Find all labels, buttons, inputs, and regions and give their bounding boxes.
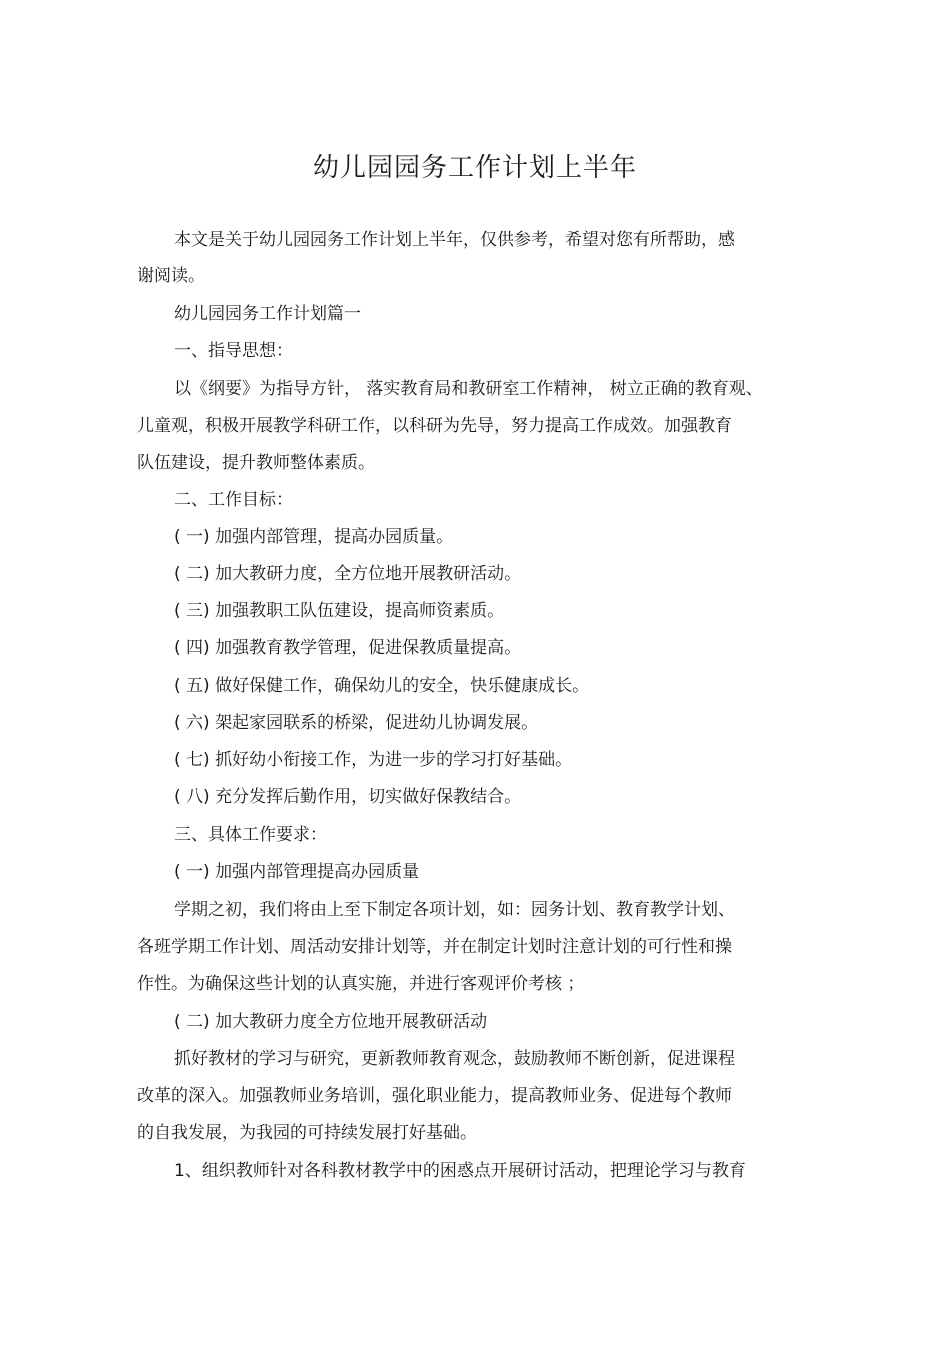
paragraph-line: 队伍建设，提升教师整体素质。: [137, 453, 375, 473]
list-item: ( 二) 加大教研力度，全方位地开展教研活动。: [174, 564, 522, 584]
list-item: ( 五) 做好保健工作，确保幼儿的安全，快乐健康成长。: [174, 676, 590, 696]
paragraph-line: 1、组织教师针对各科教材教学中的困惑点开展研讨活动，把理论学习与教育: [174, 1161, 746, 1181]
list-item: ( 六) 架起家园联系的桥梁，促进幼儿协调发展。: [174, 713, 539, 733]
paragraph-line: 谢阅读。: [137, 266, 205, 286]
paragraph-line: 的自我发展，为我园的可持续发展打好基础。: [137, 1123, 477, 1143]
paragraph-line: 各班学期工作计划、周活动安排计划等，并在制定计划时注意计划的可行性和操: [137, 937, 732, 957]
section-heading: 三、具体工作要求：: [174, 825, 327, 845]
paragraph-line: 抓好教材的学习与研究，更新教师教育观念，鼓励教师不断创新，促进课程: [174, 1049, 735, 1069]
paragraph-line: 改革的深入。加强教师业务培训，强化职业能力，提高教师业务、促进每个教师: [137, 1086, 732, 1106]
list-item: ( 一) 加强内部管理，提高办园质量。: [174, 527, 454, 547]
list-item: ( 三) 加强教职工队伍建设，提高师资素质。: [174, 601, 505, 621]
paragraph-line: 作性。为确保这些计划的认真实施，并进行客观评价考核 ；: [137, 974, 585, 994]
paragraph-line: 学期之初，我们将由上至下制定各项计划，如：园务计划、教育教学计划、: [174, 900, 735, 920]
list-item: ( 四) 加强教育教学管理，促进保教质量提高。: [174, 638, 522, 658]
paragraph-line: 本文是关于幼儿园园务工作计划上半年，仅供参考，希望对您有所帮助，感: [174, 230, 735, 250]
paragraph-line: 儿童观，积极开展教学科研工作，以科研为先导，努力提高工作成效。加强教育: [137, 416, 732, 436]
document-title: 幼儿园园务工作计划上半年: [312, 153, 637, 183]
section-heading: 一、指导思想：: [174, 341, 293, 361]
list-item: ( 七) 抓好幼小衔接工作，为进一步的学习打好基础。: [174, 750, 573, 770]
subsection-heading: ( 二) 加大教研力度全方位地开展教研活动: [174, 1012, 488, 1032]
section-heading: 幼儿园园务工作计划篇一: [174, 304, 361, 324]
subsection-heading: ( 一) 加强内部管理提高办园质量: [174, 862, 420, 882]
list-item: ( 八) 充分发挥后勤作用，切实做好保教结合。: [174, 787, 522, 807]
section-heading: 二、工作目标：: [174, 490, 293, 510]
paragraph-line: 以《纲要》为指导方针， 落实教育局和教研室工作精神， 树立正确的教育观、: [174, 379, 763, 399]
